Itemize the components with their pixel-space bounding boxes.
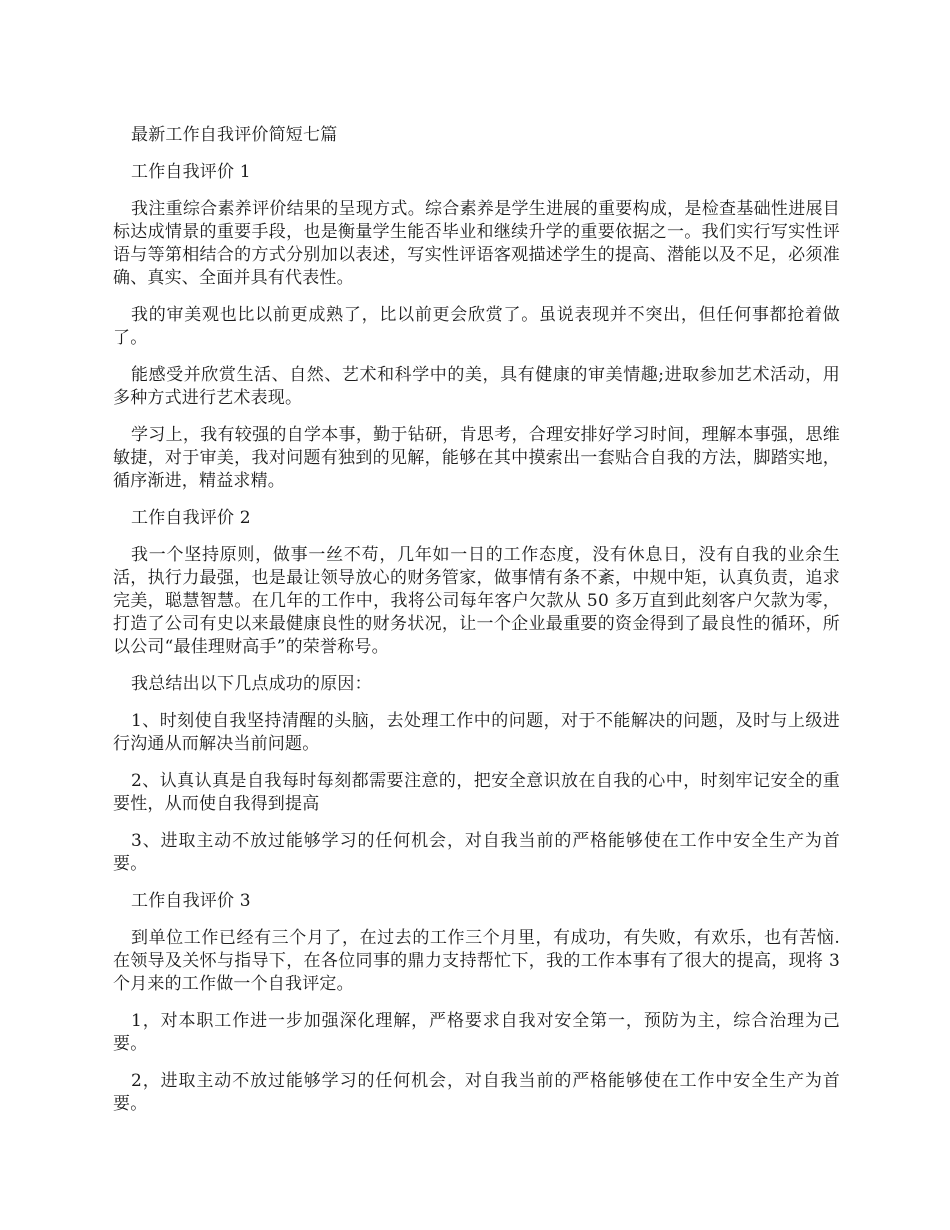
section-heading-1: 工作自我评价 1 — [131, 162, 251, 182]
list-item: 1，对本职工作进一步加强深化理解，严格要求自我对安全第一，预防为主，综合治理为己要。 — [113, 1011, 840, 1054]
paragraph: 能感受并欣赏生活、自然、艺术和科学中的美，具有健康的审美情趣;进取参加艺术活动，用多种方式进行艺术表现。 — [113, 365, 840, 408]
paragraph: 我的审美观也比以前更成熟了，比以前更会欣赏了。虽说表现并不突出，但任何事都抢着做了。 — [113, 305, 840, 348]
document-body — [113, 121, 840, 1130]
list-item: 3、进取主动不放过能够学习的任何机会，对自我当前的严格能够使在工作中安全生产为首要。 — [113, 831, 840, 874]
paragraph: 我一个坚持原则，做事一丝不苟，几年如一日的工作态度，没有休息日，没有自我的业余生活，执行力最强，也是最让领导放心的财务管家，做事情有条不紊，中规中矩，认真负责，追求完美，聪慧智慧。在几年的工作中，我将公司每年客户欠款从 50 多万直到此刻客户欠款为零，打造了公司有史以来最健康良性的财务状况，让一个企业最重要的资金得到了最良性的循环，所以公司“最佳理财高手”的荣誉称号。 — [113, 545, 840, 657]
section-heading-3: 工作自我评价 3 — [131, 891, 251, 911]
list-item: 1、时刻使自我坚持清醒的头脑，去处理工作中的问题，对于不能解决的问题，及时与上级进行沟通从而解决当前问题。 — [113, 711, 840, 754]
paragraph: 学习上，我有较强的自学本事，勤于钻研，肯思考，合理安排好学习时间，理解本事强，思维敏捷，对于审美，我对问题有独到的见解，能够在其中摸索出一套贴合自我的方法，脚踏实地，循序渐进，精益求精。 — [113, 425, 840, 491]
section-heading-2: 工作自我评价 2 — [131, 508, 251, 528]
paragraph: 到单位工作已经有三个月了，在过去的工作三个月里，有成功，有失败，有欢乐，也有苦恼.在领导及关怀与指导下，在各位同事的鼎力支持帮忙下，我的工作本事有了很大的提高，现将 3 个月来的工作做一个自我评定。 — [113, 928, 840, 994]
paragraph: 我注重综合素养评价结果的呈现方式。综合素养是学生进展的重要构成，是检查基础性进展目标达成情景的重要手段，也是衡量学生能否毕业和继续升学的重要依据之一。我们实行写实性评语与等第相结合的方式分别加以表述，写实性评语客观描述学生的提高、潜能以及不足，必须准确、真实、全面并具有代表性。 — [113, 199, 840, 288]
list-item: 2、认真认真是自我每时每刻都需要注意的，把安全意识放在自我的心中，时刻牢记安全的重要性，从而使自我得到提高 — [113, 771, 840, 814]
paragraph: 我总结出以下几点成功的原因： — [131, 674, 372, 694]
document-title: 最新工作自我评价简短七篇 — [131, 125, 338, 145]
list-item: 2，进取主动不放过能够学习的任何机会，对自我当前的严格能够使在工作中安全生产为首要。 — [113, 1071, 840, 1114]
